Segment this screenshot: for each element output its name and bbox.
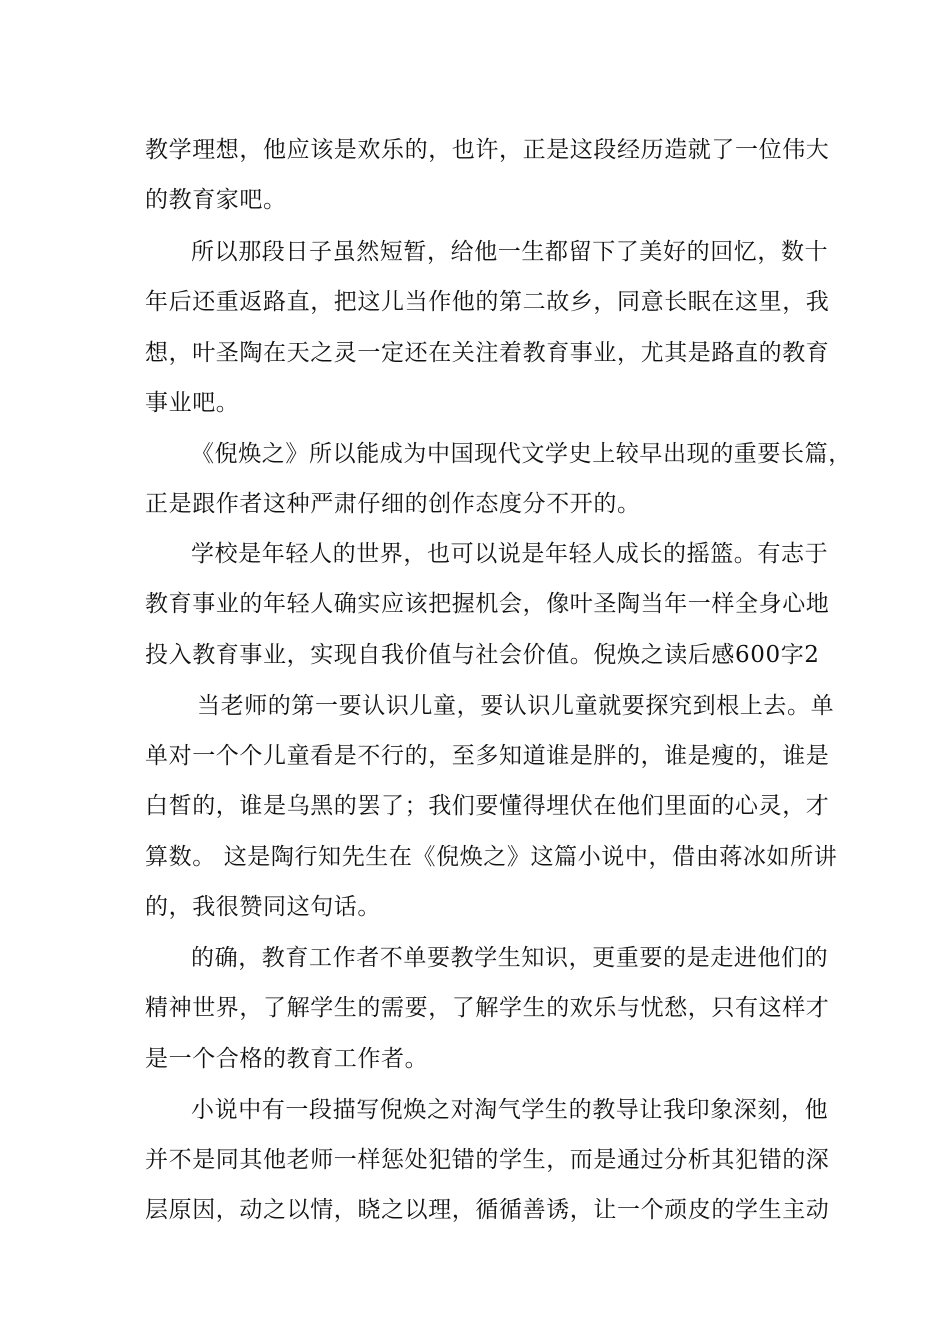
- text-line: 当老师的第一要认识儿童，要认识儿童就要探究到根上去。单: [197, 693, 835, 719]
- text-line: 算数。 这是陶行知先生在《倪焕之》这篇小说中，借由蒋冰如所讲: [145, 844, 838, 870]
- text-line: 《倪焕之》所以能成为中国现代文学史上较早出现的重要长篇，: [191, 441, 852, 467]
- text-line: 教学理想，他应该是欢乐的，也许，正是这段经历造就了一位伟大: [145, 137, 830, 163]
- text-line: 的确，教育工作者不单要教学生知识，更重要的是走进他们的: [191, 945, 829, 971]
- text-line: 小说中有一段描写倪焕之对淘气学生的教导让我印象深刻，他: [191, 1097, 829, 1123]
- text-line: 想，叶圣陶在天之灵一定还在关注着教育事业，尤其是路直的教育: [145, 340, 830, 366]
- text-line: 所以那段日子虽然短暂，给他一生都留下了美好的回忆，数十: [191, 239, 829, 265]
- text-line: 投入教育事业，实现自我价值与社会价值。倪焕之读后感600字2: [145, 642, 820, 668]
- text-line: 教育事业的年轻人确实应该把握机会，像叶圣陶当年一样全身心地: [145, 591, 830, 617]
- text-line: 白皙的，谁是乌黑的罢了；我们要懂得埋伏在他们里面的心灵，才: [145, 793, 830, 819]
- text-line: 正是跟作者这种严肃仔细的创作态度分不开的。: [145, 491, 641, 517]
- text-line: 事业吧。: [145, 390, 240, 416]
- text-line: 精神世界，了解学生的需要，了解学生的欢乐与忧愁，只有这样才: [145, 995, 830, 1021]
- text-line: 的，我很赞同这句话。: [145, 894, 381, 920]
- text-line: 并不是同其他老师一样惩处犯错的学生，而是通过分析其犯错的深: [145, 1147, 830, 1173]
- text-line: 层原因，动之以情，晓之以理，循循善诱，让一个顽皮的学生主动: [145, 1197, 830, 1223]
- text-line: 单对一个个儿童看是不行的，至多知道谁是胖的，谁是瘦的，谁是: [145, 743, 830, 769]
- text-line: 年后还重返路直，把这儿当作他的第二故乡，同意长眠在这里，我: [145, 289, 830, 315]
- text-line: 是一个合格的教育工作者。: [145, 1046, 429, 1072]
- text-line: 的教育家吧。: [145, 187, 287, 213]
- text-line: 学校是年轻人的世界，也可以说是年轻人成长的摇篮。有志于: [191, 541, 829, 567]
